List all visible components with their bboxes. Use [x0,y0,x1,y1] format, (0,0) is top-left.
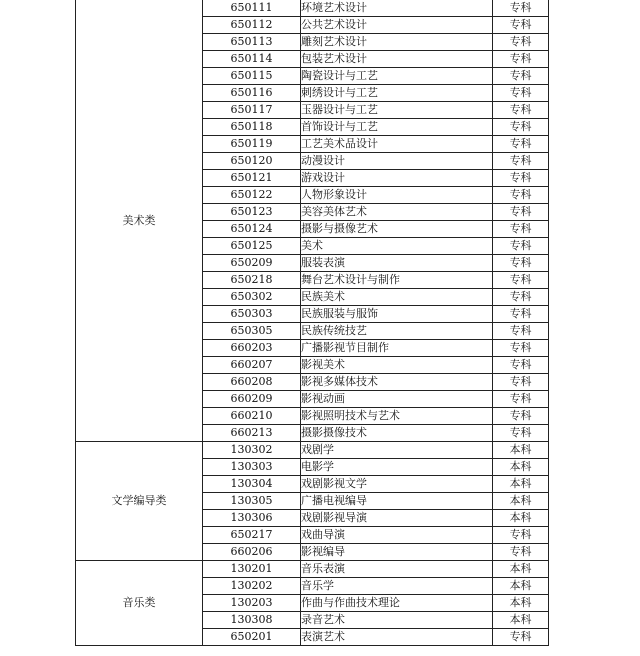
major-name-cell: 雕刻艺术设计 [301,34,493,51]
major-name-cell: 影视动画 [301,391,493,408]
major-code-cell: 130203 [203,595,301,612]
major-code-cell: 650113 [203,34,301,51]
major-code-cell: 650115 [203,68,301,85]
degree-level-cell: 专科 [493,153,549,170]
degree-level-cell: 专科 [493,391,549,408]
degree-level-cell: 专科 [493,255,549,272]
major-code-cell: 130303 [203,459,301,476]
degree-level-cell: 专科 [493,204,549,221]
major-code-cell: 130202 [203,578,301,595]
degree-level-cell: 专科 [493,340,549,357]
major-code-cell: 660206 [203,544,301,561]
degree-level-cell: 本科 [493,612,549,629]
major-name-cell: 环境艺术设计 [301,0,493,17]
degree-level-cell: 本科 [493,459,549,476]
major-code-cell: 650123 [203,204,301,221]
major-code-cell: 650124 [203,221,301,238]
major-code-cell: 130305 [203,493,301,510]
major-code-cell: 130201 [203,561,301,578]
degree-level-cell: 专科 [493,221,549,238]
major-code-cell: 660208 [203,374,301,391]
major-name-cell: 美容美体艺术 [301,204,493,221]
majors-table [75,0,549,646]
major-code-cell: 660210 [203,408,301,425]
major-name-cell: 广播电视编导 [301,493,493,510]
major-name-cell: 电影学 [301,459,493,476]
degree-level-cell: 专科 [493,34,549,51]
major-code-cell: 660207 [203,357,301,374]
major-name-cell: 音乐学 [301,578,493,595]
major-name-cell: 摄影摄像技术 [301,425,493,442]
major-name-cell: 刺绣设计与工艺 [301,85,493,102]
major-name-cell: 人物形象设计 [301,187,493,204]
major-code-cell: 650120 [203,153,301,170]
major-name-cell: 摄影与摄像艺术 [301,221,493,238]
degree-level-cell: 专科 [493,170,549,187]
category-cell: 美术类 [76,0,203,442]
major-name-cell: 民族传统技艺 [301,323,493,340]
major-code-cell: 650117 [203,102,301,119]
degree-level-cell: 专科 [493,544,549,561]
degree-level-cell: 本科 [493,561,549,578]
major-code-cell: 660203 [203,340,301,357]
major-code-cell: 650218 [203,272,301,289]
major-code-cell: 650111 [203,0,301,17]
major-code-cell: 650119 [203,136,301,153]
major-name-cell: 民族服装与服饰 [301,306,493,323]
degree-level-cell: 本科 [493,442,549,459]
degree-level-cell: 本科 [493,595,549,612]
major-code-cell: 650303 [203,306,301,323]
major-code-cell: 650305 [203,323,301,340]
major-name-cell: 玉器设计与工艺 [301,102,493,119]
degree-level-cell: 专科 [493,51,549,68]
major-name-cell: 陶瓷设计与工艺 [301,68,493,85]
degree-level-cell: 专科 [493,323,549,340]
degree-level-cell: 专科 [493,238,549,255]
major-code-cell: 650122 [203,187,301,204]
major-code-cell: 650217 [203,527,301,544]
major-name-cell: 广播影视节目制作 [301,340,493,357]
major-code-cell: 660213 [203,425,301,442]
major-name-cell: 戏剧影视文学 [301,476,493,493]
major-code-cell: 650209 [203,255,301,272]
degree-level-cell: 专科 [493,119,549,136]
degree-level-cell: 专科 [493,136,549,153]
major-name-cell: 影视编导 [301,544,493,561]
degree-level-cell: 专科 [493,357,549,374]
major-name-cell: 作曲与作曲技术理论 [301,595,493,612]
major-code-cell: 130304 [203,476,301,493]
major-name-cell: 工艺美术品设计 [301,136,493,153]
degree-level-cell: 本科 [493,493,549,510]
degree-level-cell: 专科 [493,85,549,102]
major-code-cell: 650201 [203,629,301,646]
major-name-cell: 录音艺术 [301,612,493,629]
major-name-cell: 戏剧影视导演 [301,510,493,527]
degree-level-cell: 专科 [493,68,549,85]
major-name-cell: 美术 [301,238,493,255]
major-code-cell: 650118 [203,119,301,136]
major-name-cell: 影视美术 [301,357,493,374]
major-name-cell: 影视多媒体技术 [301,374,493,391]
degree-level-cell: 专科 [493,306,549,323]
major-name-cell: 服装表演 [301,255,493,272]
major-code-cell: 650114 [203,51,301,68]
major-name-cell: 戏曲导演 [301,527,493,544]
major-code-cell: 650116 [203,85,301,102]
major-code-cell: 650125 [203,238,301,255]
degree-level-cell: 本科 [493,510,549,527]
major-name-cell: 舞台艺术设计与制作 [301,272,493,289]
degree-level-cell: 本科 [493,476,549,493]
major-name-cell: 影视照明技术与艺术 [301,408,493,425]
major-name-cell: 包装艺术设计 [301,51,493,68]
category-cell: 文学编导类 [76,442,203,561]
degree-level-cell: 专科 [493,0,549,17]
table-row [76,0,549,17]
degree-level-cell: 专科 [493,374,549,391]
major-name-cell: 游戏设计 [301,170,493,187]
major-name-cell: 戏剧学 [301,442,493,459]
degree-level-cell: 专科 [493,408,549,425]
degree-level-cell: 专科 [493,629,549,646]
majors-table-body [76,0,549,646]
major-code-cell: 130306 [203,510,301,527]
major-name-cell: 音乐表演 [301,561,493,578]
degree-level-cell: 专科 [493,289,549,306]
degree-level-cell: 专科 [493,102,549,119]
major-name-cell: 表演艺术 [301,629,493,646]
degree-level-cell: 专科 [493,187,549,204]
major-code-cell: 650302 [203,289,301,306]
major-code-cell: 660209 [203,391,301,408]
major-code-cell: 130308 [203,612,301,629]
degree-level-cell: 专科 [493,527,549,544]
major-name-cell: 公共艺术设计 [301,17,493,34]
degree-level-cell: 专科 [493,272,549,289]
major-name-cell: 首饰设计与工艺 [301,119,493,136]
major-code-cell: 650121 [203,170,301,187]
major-code-cell: 650112 [203,17,301,34]
major-name-cell: 民族美术 [301,289,493,306]
degree-level-cell: 专科 [493,425,549,442]
degree-level-cell: 本科 [493,578,549,595]
table-row [76,561,549,578]
table-row [76,442,549,459]
major-name-cell: 动漫设计 [301,153,493,170]
major-code-cell: 130302 [203,442,301,459]
category-cell: 音乐类 [76,561,203,646]
degree-level-cell: 专科 [493,17,549,34]
